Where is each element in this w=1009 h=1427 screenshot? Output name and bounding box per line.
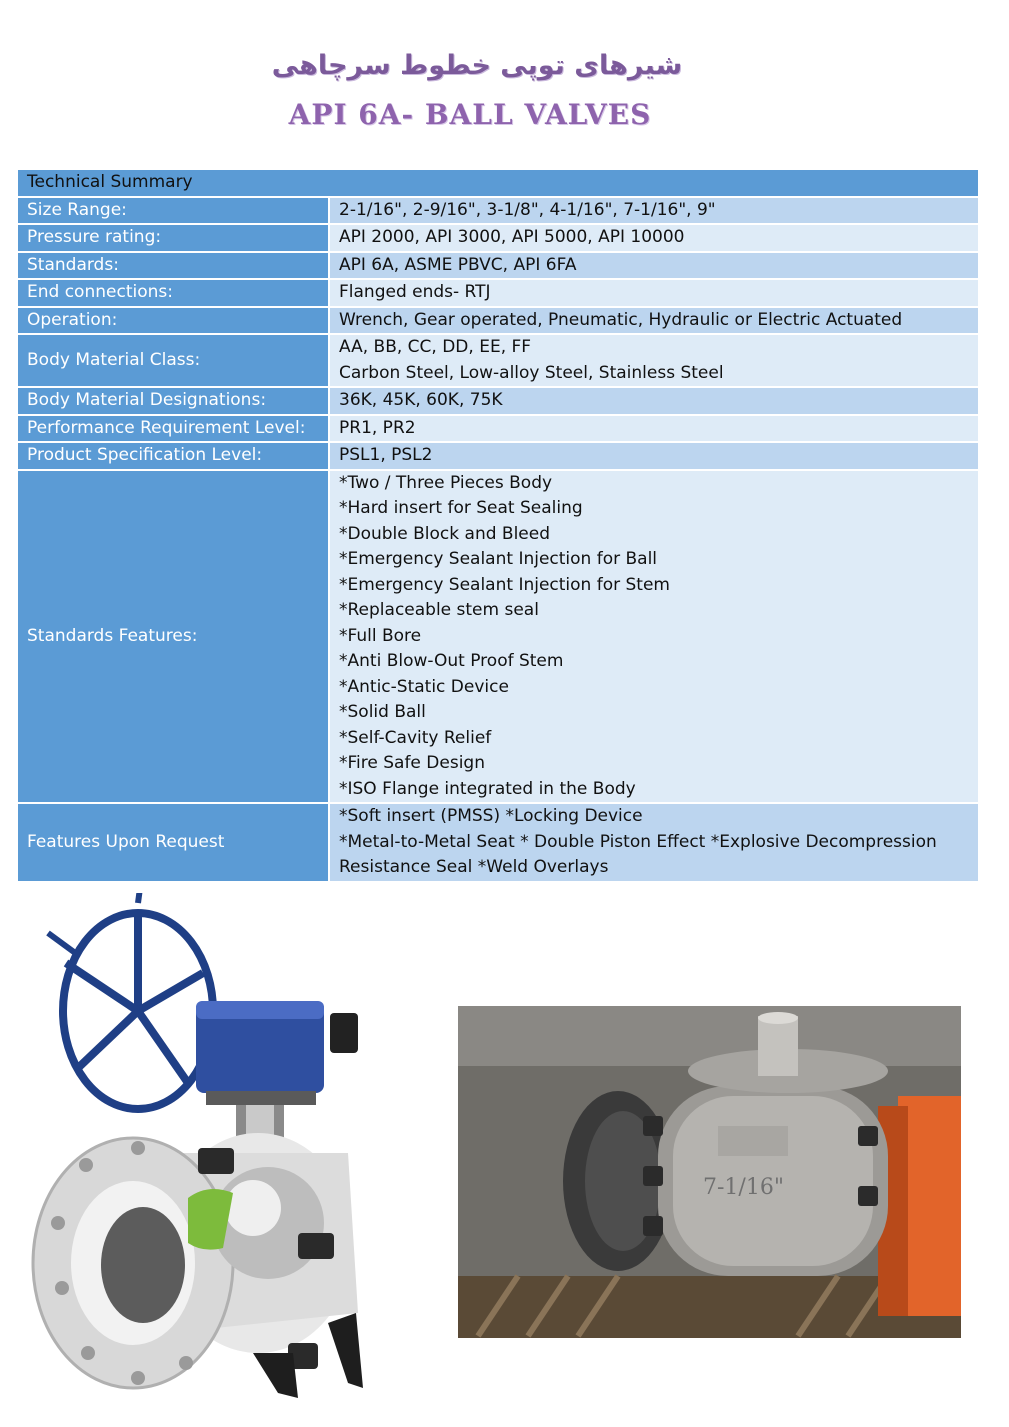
table-row [18, 307, 978, 335]
row-label: Operation: [18, 307, 329, 335]
row-value: 36K, 45K, 60K, 75K [329, 387, 978, 415]
feature-item: *Self-Cavity Relief [339, 727, 492, 748]
table-row [18, 252, 978, 280]
feature-item: *Solid Ball [339, 702, 426, 722]
feature-item: *Emergency Sealant Injection for Stem [339, 574, 670, 595]
request-line: Resistance Seal *Weld Overlays [339, 857, 609, 877]
features-list [329, 470, 978, 804]
table-row [18, 197, 978, 225]
row-value: API 6A, ASME PBVC, API 6FA [329, 252, 978, 280]
table-row [18, 224, 978, 252]
table-header-row [18, 169, 978, 197]
value-line: AA, BB, CC, DD, EE, FF [339, 337, 532, 357]
technical-summary-table [18, 168, 978, 881]
row-value: Flanged ends- RTJ [329, 279, 978, 307]
row-value: 2-1/16", 2-9/16", 3-1/8", 4-1/16", 7-1/16", 9" [329, 197, 978, 225]
request-line: *Metal-to-Metal Seat * Double Piston Effect *Explosive Decompression [339, 831, 937, 852]
row-value: PSL1, PSL2 [329, 442, 978, 470]
row-value: PR1, PR2 [329, 415, 978, 443]
feature-item: *Antic-Static Device [339, 676, 509, 697]
feature-item: *ISO Flange integrated in the Body [339, 778, 636, 799]
row-label: Standards Features: [18, 470, 329, 804]
feature-item: *Anti Blow-Out Proof Stem [339, 651, 564, 671]
table-row [18, 387, 978, 415]
ball-valve-illustration [18, 893, 368, 1413]
feature-item: *Replaceable stem seal [339, 600, 539, 620]
row-value: API 2000, API 3000, API 5000, API 10000 [329, 224, 978, 252]
value-line: Carbon Steel, Low-alloy Steel, Stainless Steel [339, 362, 724, 383]
table-row [18, 415, 978, 443]
row-label: Performance Requirement Level: [18, 415, 329, 443]
row-value: Wrench, Gear operated, Pneumatic, Hydraulic or Electric Actuated [329, 307, 978, 335]
table-row [18, 279, 978, 307]
request-list [329, 803, 978, 881]
row-label: Body Material Class: [18, 334, 329, 387]
table-caption: Technical Summary [18, 169, 978, 197]
row-label: Standards: [18, 252, 329, 280]
row-label: Features Upon Request [18, 803, 329, 881]
row-label: Product Specification Level: [18, 442, 329, 470]
row-label: End connections: [18, 279, 329, 307]
feature-item: *Emergency Sealant Injection for Ball [339, 549, 658, 569]
row-label: Body Material Designations: [18, 387, 329, 415]
table-row-request [18, 803, 978, 881]
table-row-features [18, 470, 978, 804]
feature-item: *Hard insert for Seat Sealing [339, 498, 583, 518]
ball-valve-photo [458, 1006, 961, 1338]
feature-item: *Two / Three Pieces Body [339, 472, 553, 493]
title-persian: شیرهای توپی خطوط سرچاهی [271, 50, 683, 81]
feature-item: *Full Bore [339, 625, 422, 646]
table-row [18, 334, 978, 387]
valve-size-stamp: 7-1/16" [703, 1175, 784, 1200]
row-label: Pressure rating: [18, 224, 329, 252]
title-english: API 6A- BALL VALVES [288, 98, 652, 131]
table-row [18, 442, 978, 470]
feature-item: *Double Block and Bleed [339, 523, 551, 544]
row-value [329, 334, 978, 387]
request-line: *Soft insert (PMSS) *Locking Device [339, 806, 643, 826]
feature-item: *Fire Safe Design [339, 753, 485, 773]
row-label: Size Range: [18, 197, 329, 225]
